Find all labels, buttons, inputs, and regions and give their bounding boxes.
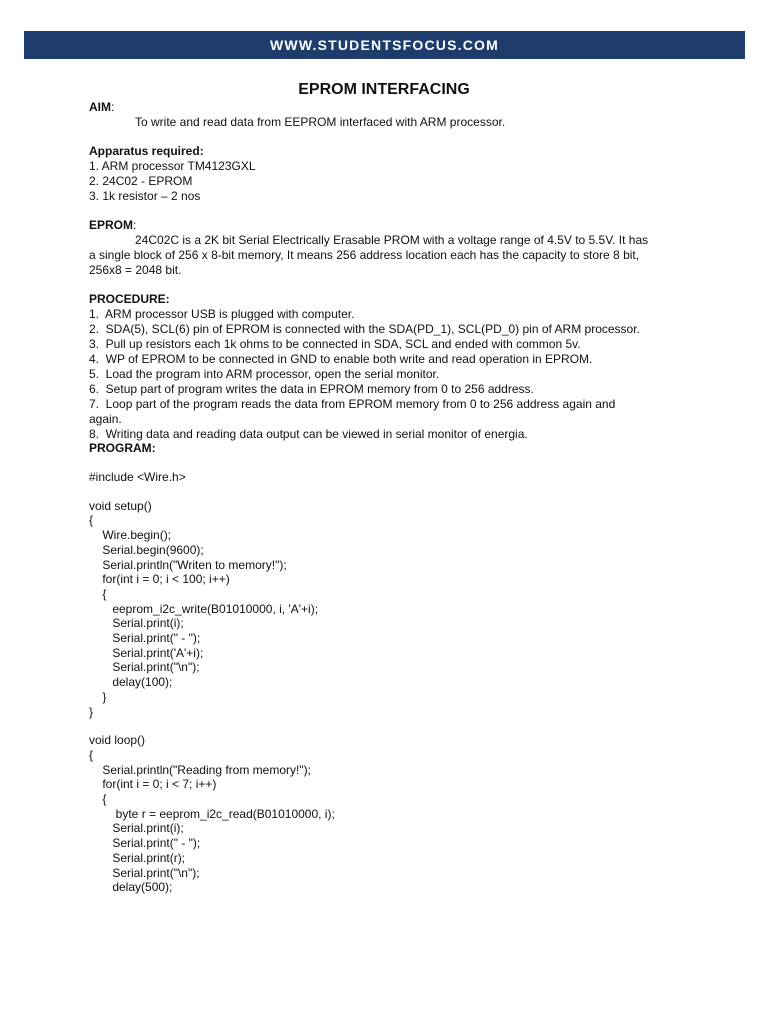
code-line: {	[89, 792, 107, 807]
code-line: }	[89, 704, 94, 719]
list-item: 2. 24C02 - EPROM	[89, 174, 193, 188]
apparatus-heading: Apparatus required:	[89, 144, 204, 158]
code-line: {	[89, 747, 94, 762]
code-line: Serial.print("\n");	[89, 660, 200, 675]
aim-text: To write and read data from EEPROM interfaced with ARM processor.	[135, 115, 506, 129]
code-include: #include <Wire.h>	[89, 470, 186, 484]
eprom-heading	[89, 218, 689, 233]
code-line: for(int i = 0; i < 7; i++)	[89, 777, 217, 792]
code-line: Serial.print(" - ");	[89, 631, 201, 646]
program-heading-text: PROGRAM:	[89, 441, 156, 455]
list-item: 3. 1k resistor – 2 nos	[89, 189, 201, 203]
code-line: Serial.println("Reading from memory!");	[89, 762, 311, 777]
code-line: Serial.begin(9600);	[89, 542, 204, 557]
code-line: {	[89, 586, 107, 601]
code-loop-block	[89, 733, 689, 895]
eprom-label: EPROM	[89, 218, 134, 232]
code-line: for(int i = 0; i < 100; i++)	[89, 572, 230, 587]
eprom-text-line: 256x8 = 2048 bit.	[89, 263, 182, 277]
code-line: Wire.begin();	[89, 528, 172, 543]
code-line: void loop()	[89, 733, 146, 748]
procedure-step: 8. Writing data and reading data output can be viewed in serial monitor of energia.	[89, 427, 528, 441]
code-line: eeprom_i2c_write(B01010000, i, 'A'+i);	[89, 601, 319, 616]
code-line: delay(100);	[89, 675, 173, 690]
procedure-step: 3. Pull up resistors each 1k ohms to be connected in SDA, SCL and ended with common 5v.	[89, 337, 581, 351]
site-url[interactable]: WWW.STUDENTSFOCUS.COM	[270, 37, 499, 53]
eprom-text-line: a single block of 256 x 8-bit memory, It means 256 address location each has the capacity to store 8 bit,	[89, 248, 640, 262]
code-line: Serial.print(i);	[89, 616, 184, 631]
code-line: byte r = eeprom_i2c_read(B01010000, i);	[89, 806, 335, 821]
apparatus-list	[89, 159, 689, 204]
code-line: {	[89, 513, 94, 528]
code-setup-block	[89, 499, 689, 720]
code-line: }	[89, 689, 107, 704]
code-line: void setup()	[89, 498, 152, 513]
procedure-step: 5. Load the program into ARM processor, open the serial monitor.	[89, 367, 440, 381]
procedure-step: 6. Setup part of program writes the data in EPROM memory from 0 to 256 address.	[89, 382, 534, 396]
procedure-step: 2. SDA(5), SCL(6) pin of EPROM is connected with the SDA(PD_1), SCL(PD_0) pin of ARM processor.	[89, 322, 640, 336]
code-line: Serial.print(" - ");	[89, 836, 201, 851]
procedure-step: 1. ARM processor USB is plugged with computer.	[89, 307, 355, 321]
aim-colon: :	[111, 100, 115, 114]
procedure-step: 7. Loop part of the program reads the data from EPROM memory from 0 to 256 address again and	[89, 397, 616, 411]
procedure-step: again.	[89, 412, 122, 426]
code-line: Serial.print('A'+i);	[89, 645, 204, 660]
document-body	[89, 81, 689, 895]
procedure-step: 4. WP of EPROM to be connected in GND to enable both write and read operation in EPROM.	[89, 352, 593, 366]
aim-label: AIM	[89, 100, 111, 114]
procedure-heading: PROCEDURE:	[89, 292, 170, 306]
code-line: Serial.print(i);	[89, 821, 184, 836]
aim-heading	[89, 100, 689, 115]
page-title: EPROM INTERFACING	[298, 81, 470, 98]
eprom-text-line: 24C02C is a 2K bit Serial Electrically Erasable PROM with a voltage range of 4.5V to 5.5V. It has	[135, 233, 649, 247]
code-line: Serial.print("\n");	[89, 865, 200, 880]
eprom-colon: :	[133, 218, 137, 232]
code-line: Serial.println("Writen to memory!");	[89, 557, 287, 572]
site-banner	[24, 31, 745, 59]
code-line: Serial.print(r);	[89, 850, 186, 865]
code-line: delay(500);	[89, 880, 173, 895]
list-item: 1. ARM processor TM4123GXL	[89, 159, 256, 173]
procedure-list	[89, 307, 689, 442]
